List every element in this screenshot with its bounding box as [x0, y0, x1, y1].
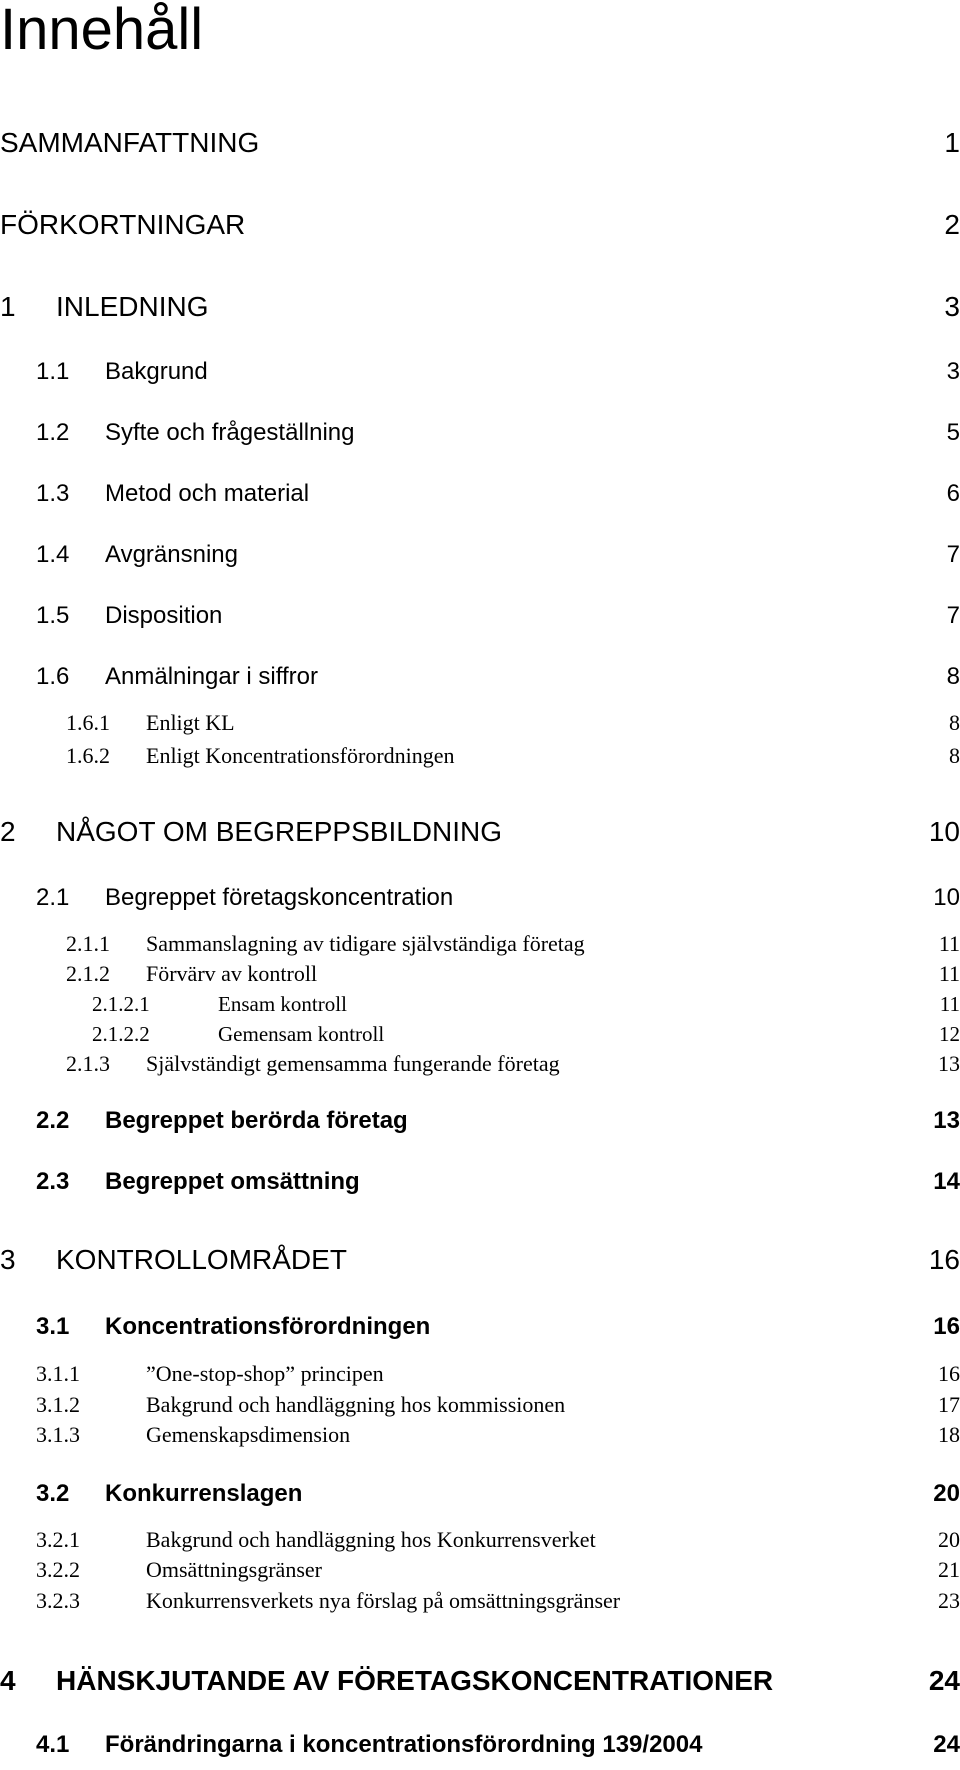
toc-entry-number: 2.1.2.2 — [92, 1022, 150, 1046]
toc-entry-section-3-1-3[interactable] — [0, 1422, 960, 1462]
toc-entry-section-1-6[interactable] — [0, 662, 960, 702]
toc-entry-section-1-4[interactable] — [0, 540, 960, 580]
toc-entry-page: 7 — [946, 602, 960, 629]
toc-entry-forkortningar[interactable] — [0, 208, 960, 248]
toc-entry-chapter-1[interactable] — [0, 290, 960, 330]
toc-entry-page: 18 — [938, 1422, 960, 1447]
toc-entry-text: SAMMANFATTNING — [0, 127, 260, 158]
toc-entry-page: 8 — [949, 743, 960, 768]
toc-entry-number: 1.6 — [36, 663, 70, 690]
toc-entry-page: 20 — [938, 1527, 960, 1552]
toc-entry-text: Metod och material — [105, 480, 310, 507]
toc-entry-text: Disposition — [105, 602, 223, 629]
toc-entry-number: 4.1 — [36, 1731, 70, 1758]
toc-entry-page: 11 — [938, 961, 960, 986]
toc-entry-page: 20 — [933, 1480, 960, 1507]
toc-entry-text: Konkurrenslagen — [105, 1480, 303, 1507]
toc-entry-number: 4 — [0, 1665, 16, 1696]
toc-entry-text: Bakgrund — [105, 358, 208, 385]
toc-entry-text: Enligt Koncentrationsförordningen — [146, 743, 455, 768]
toc-entry-number: 1.2 — [36, 419, 70, 446]
toc-entry-page: 13 — [933, 1107, 960, 1134]
toc-entry-section-2-3[interactable] — [0, 1167, 960, 1207]
toc-entry-text: FÖRKORTNINGAR — [0, 209, 246, 240]
toc-entry-text: Enligt KL — [146, 710, 235, 735]
toc-entry-text: Gemenskapsdimension — [146, 1422, 351, 1447]
toc-entry-text: Anmälningar i siffror — [105, 663, 318, 690]
toc-entry-number: 3.2.3 — [36, 1588, 80, 1613]
toc-entry-number: 1.6.2 — [66, 743, 110, 768]
toc-entry-page: 17 — [938, 1392, 960, 1417]
toc-entry-number: 1.6.1 — [66, 710, 110, 735]
toc-entry-number: 3.1.3 — [36, 1422, 80, 1447]
toc-entry-number: 2.1.3 — [66, 1051, 110, 1076]
toc-entry-number: 2.1 — [36, 884, 70, 911]
toc-entry-number: 2 — [0, 816, 16, 847]
toc-entry-section-1-6-2[interactable] — [0, 743, 960, 783]
toc-entry-text: Omsättningsgränser — [146, 1557, 322, 1582]
toc-entry-number: 2.1.2.1 — [92, 992, 150, 1016]
toc-entry-number: 2.3 — [36, 1168, 70, 1195]
toc-entry-page: 3 — [944, 291, 960, 322]
toc-entry-text: Syfte och frågeställning — [105, 419, 355, 446]
toc-entry-number: 3 — [0, 1244, 16, 1275]
toc-entry-page: 2 — [944, 209, 960, 240]
toc-entry-page: 10 — [928, 816, 960, 847]
toc-entry-text: Begreppet företagskoncentration — [105, 884, 454, 911]
toc-entry-text: INLEDNING — [56, 291, 209, 322]
toc-entry-text: Förvärv av kontroll — [146, 961, 318, 986]
toc-entry-text: NÅGOT OM BEGREPPSBILDNING — [56, 816, 503, 847]
toc-entry-section-1-1[interactable] — [0, 357, 960, 397]
toc-entry-page: 7 — [946, 541, 960, 568]
toc-entry-number: 2.1.2 — [66, 961, 110, 986]
toc-entry-text: Förändringarna i koncentrationsförordning 139/2004 — [105, 1731, 703, 1758]
toc-entry-section-3-2-3[interactable] — [0, 1588, 960, 1628]
toc-entry-number: 3.1.2 — [36, 1392, 80, 1417]
toc-entry-page: 3 — [946, 358, 960, 385]
toc-entry-chapter-2[interactable] — [0, 815, 960, 855]
toc-entry-page: 13 — [938, 1051, 960, 1076]
toc-entry-section-3-1[interactable] — [0, 1312, 960, 1352]
toc-entry-text: Begreppet berörda företag — [105, 1107, 408, 1134]
toc-entry-number: 1 — [0, 291, 16, 322]
toc-entry-section-4-1[interactable] — [0, 1730, 960, 1770]
toc-entry-page: 24 — [928, 1665, 960, 1696]
toc-entry-section-2-1-3[interactable] — [0, 1051, 960, 1091]
toc-entry-number: 1.4 — [36, 541, 70, 568]
toc-entry-number: 2.2 — [36, 1107, 70, 1134]
toc-entry-number: 2.1.1 — [66, 931, 110, 956]
toc-entry-page: 21 — [938, 1557, 960, 1582]
toc-entry-text: Avgränsning — [105, 541, 238, 568]
toc-entry-page: 12 — [939, 1022, 960, 1046]
toc-entry-page: 1 — [944, 127, 960, 158]
toc-entry-chapter-4[interactable] — [0, 1664, 960, 1704]
toc-entry-section-1-3[interactable] — [0, 479, 960, 519]
toc-entry-page: 6 — [946, 480, 960, 507]
toc-entry-page: 16 — [938, 1361, 960, 1386]
toc-entry-sammanfattning[interactable] — [0, 126, 960, 166]
toc-entry-number: 3.2.2 — [36, 1557, 80, 1582]
toc-entry-number: 1.3 — [36, 480, 70, 507]
toc-entry-page: 16 — [928, 1244, 960, 1275]
toc-entry-page: 23 — [938, 1588, 960, 1613]
toc-entry-text: Begreppet omsättning — [105, 1168, 360, 1195]
toc-entry-page: 8 — [946, 663, 960, 690]
toc-entry-number: 3.1.1 — [36, 1361, 80, 1386]
toc-entry-number: 1.5 — [36, 602, 70, 629]
toc-entry-number: 3.1 — [36, 1313, 70, 1340]
toc-entry-section-1-2[interactable] — [0, 418, 960, 458]
toc-entry-text: Gemensam kontroll — [218, 1022, 385, 1046]
toc-entry-chapter-3[interactable] — [0, 1243, 960, 1283]
toc-entry-text: Sammanslagning av tidigare självständiga företag — [146, 931, 585, 956]
toc-entry-section-3-2[interactable] — [0, 1479, 960, 1519]
toc-entry-page: 10 — [933, 884, 960, 911]
page-title: Innehåll — [0, 0, 204, 62]
toc-entry-number: 3.2.1 — [36, 1527, 80, 1552]
toc-entry-section-2-1[interactable] — [0, 883, 960, 923]
toc-entry-page: 16 — [933, 1313, 960, 1340]
toc-entry-page: 14 — [933, 1168, 960, 1195]
toc-entry-text: Bakgrund och handläggning hos Konkurrensverket — [146, 1527, 596, 1552]
toc-entry-text: KONTROLLOMRÅDET — [56, 1244, 347, 1275]
toc-entry-section-1-5[interactable] — [0, 601, 960, 641]
toc-entry-text: HÄNSKJUTANDE AV FÖRETAGSKONCENTRATIONER — [56, 1665, 774, 1696]
toc-entry-number: 1.1 — [36, 358, 70, 385]
toc-entry-number: 3.2 — [36, 1480, 70, 1507]
toc-entry-page: 5 — [946, 419, 960, 446]
toc-entry-section-2-2[interactable] — [0, 1106, 960, 1146]
toc-entry-text: Ensam kontroll — [218, 992, 347, 1016]
toc-entry-page: 8 — [949, 710, 960, 735]
toc-entry-text: Självständigt gemensamma fungerande företag — [146, 1051, 560, 1076]
toc-entry-text: Bakgrund och handläggning hos kommissionen — [146, 1392, 566, 1417]
toc-entry-page: 11 — [938, 931, 960, 956]
toc-entry-page: 11 — [939, 992, 960, 1016]
toc-entry-text: ”One-stop-shop” principen — [146, 1361, 384, 1386]
toc-entry-text: Konkurrensverkets nya förslag på omsättningsgränser — [146, 1588, 621, 1613]
toc-entry-text: Koncentrationsförordningen — [105, 1313, 431, 1340]
toc-entry-page: 24 — [933, 1731, 960, 1758]
